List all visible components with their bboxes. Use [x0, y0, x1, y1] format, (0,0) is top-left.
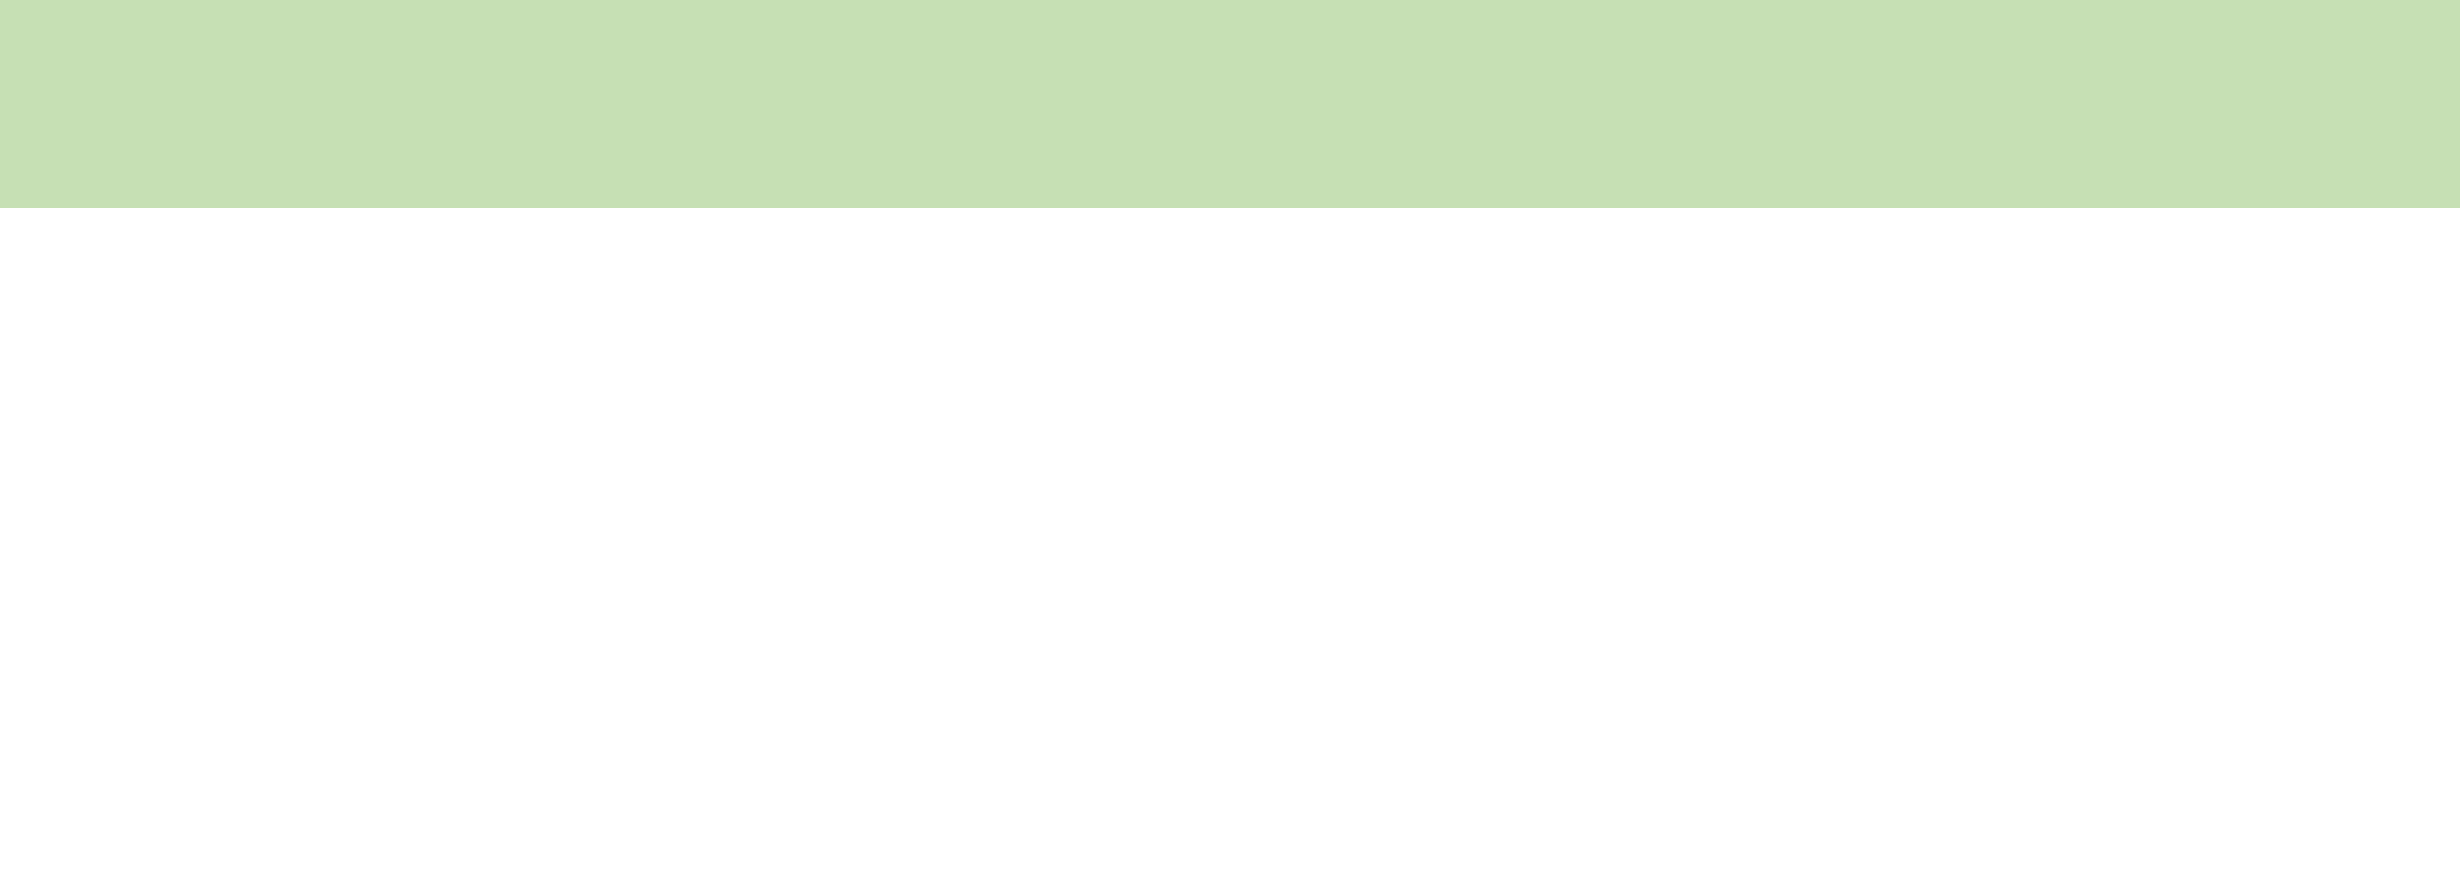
summary-band: [0, 0, 2460, 208]
